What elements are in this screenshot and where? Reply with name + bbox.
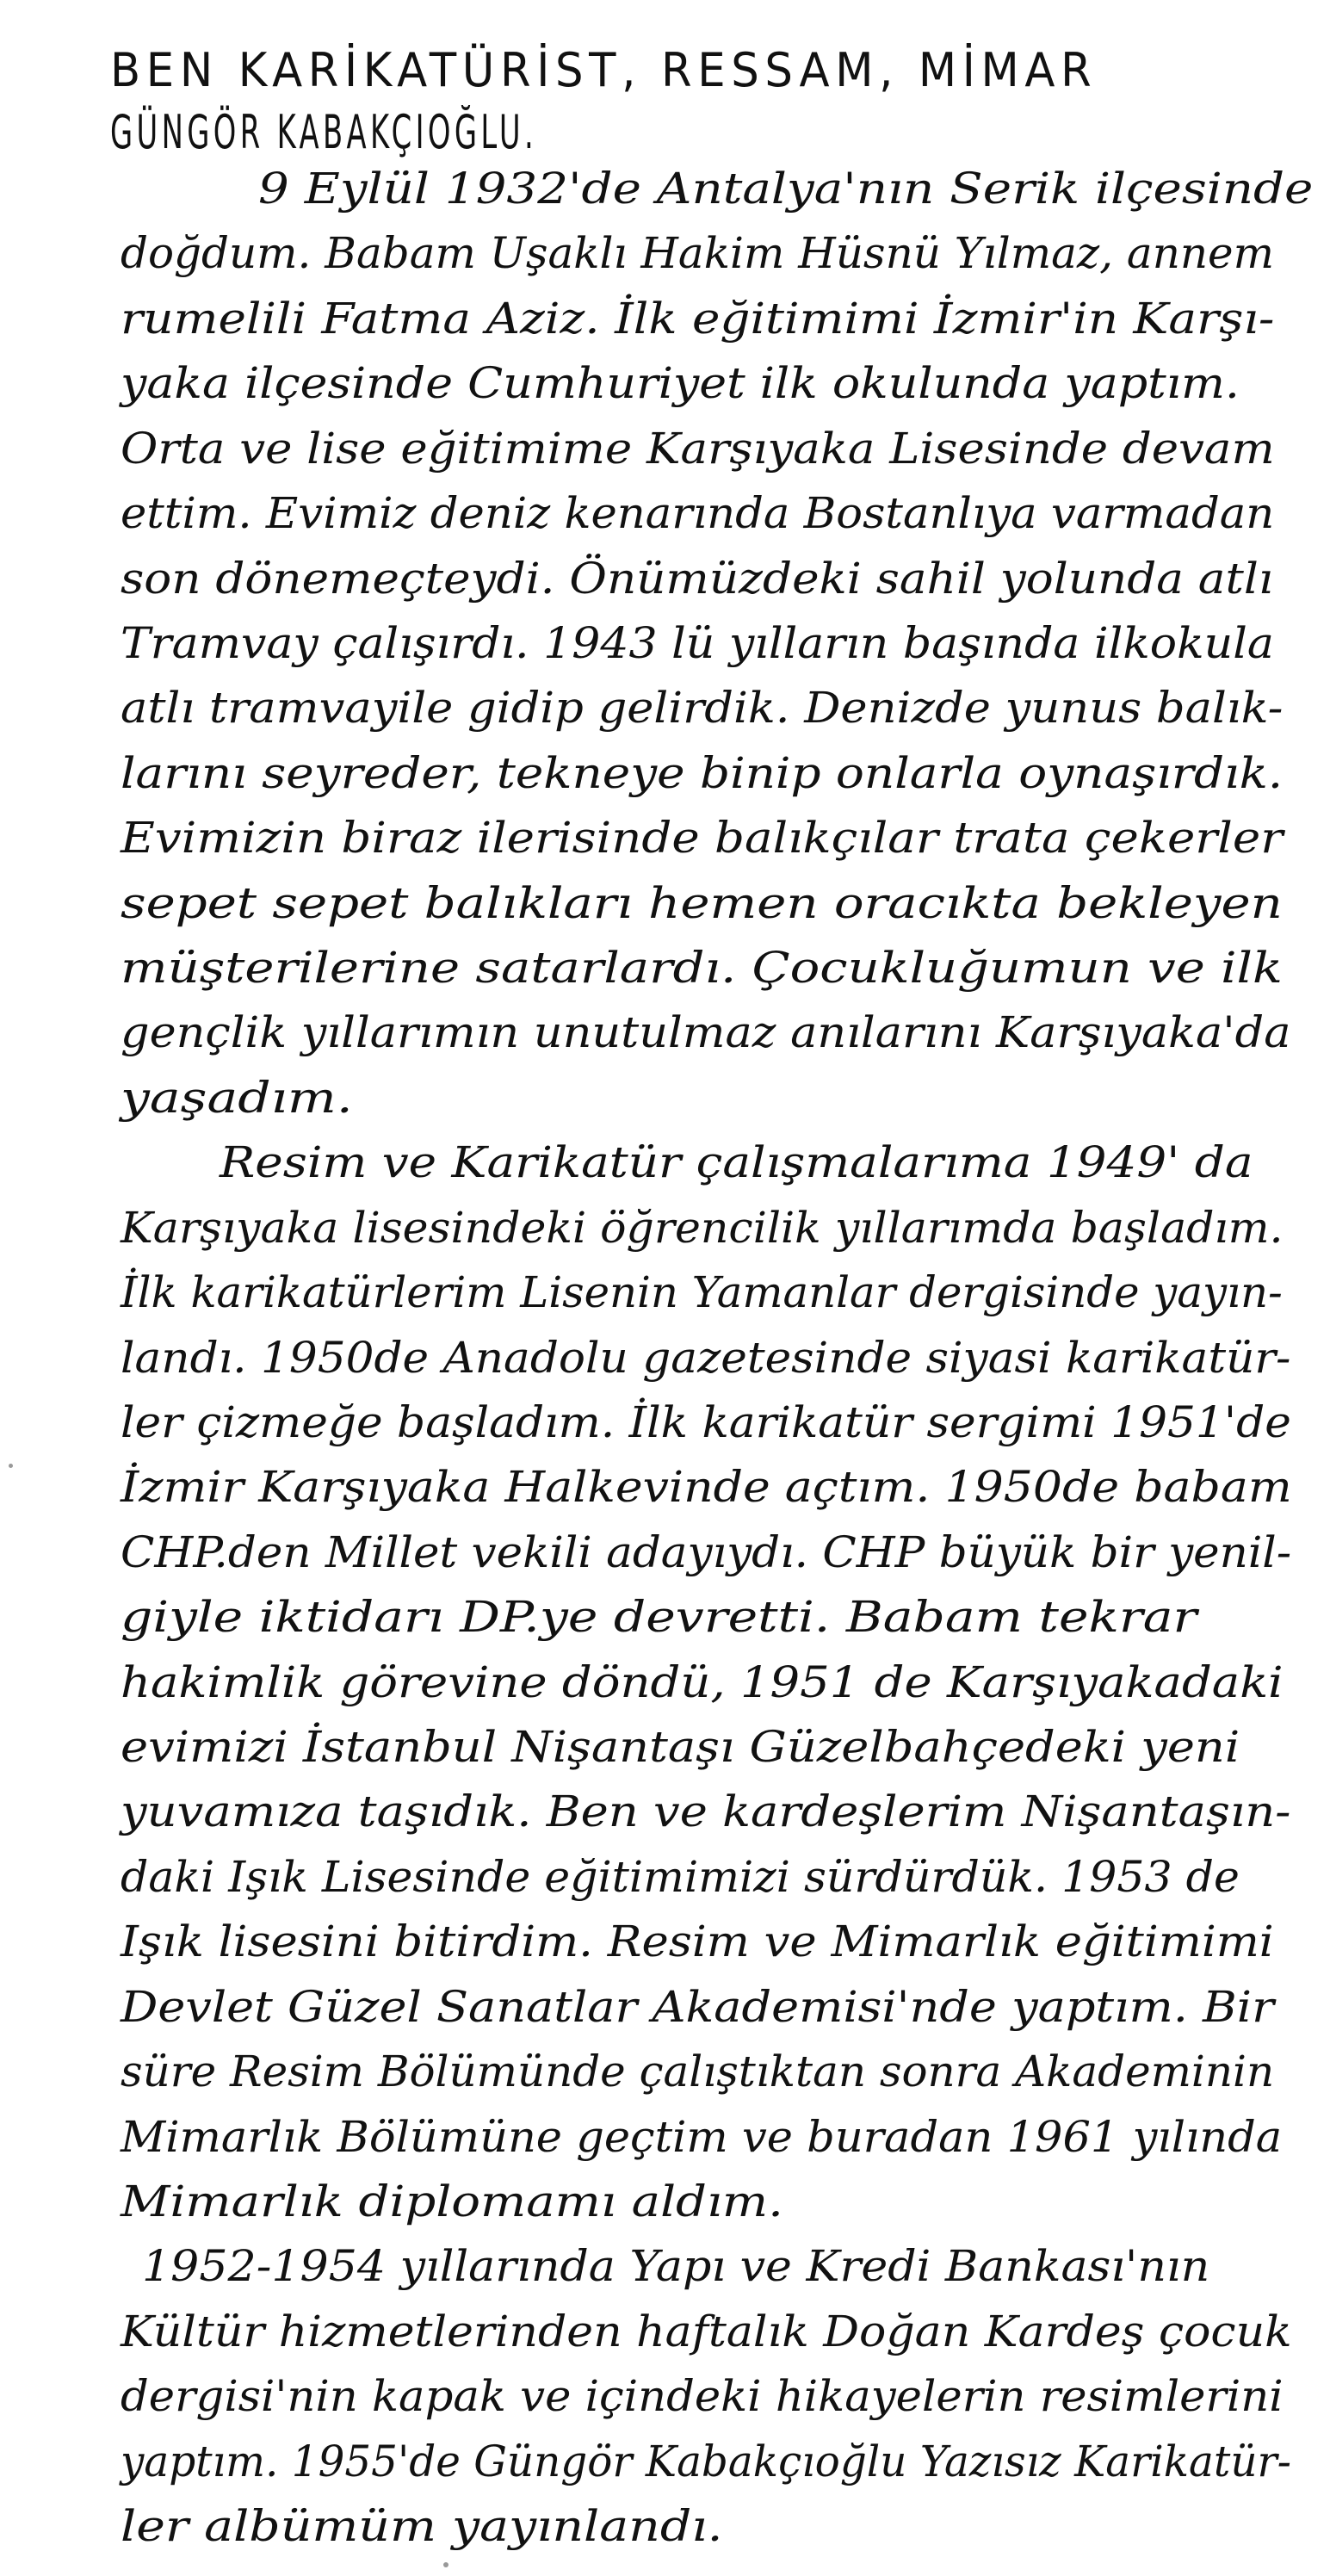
body-line: Tramvay çalışırdı. 1943 lü yılların başında ilkokula (121, 618, 1274, 668)
body-line: daki Işık Lisesinde eğitimimizi sürdürdük. 1953 de (121, 1852, 1240, 1902)
body-line: gençlik yıllarımın unutulmaz anılarını Karşıyaka'da (121, 1007, 1291, 1057)
body-line: Kültür hizmetlerinden haftalık Doğan Kardeş çocuk (121, 2307, 1292, 2356)
body-line: atlı tramvayile gidip gelirdik. Denizde yunus balık- (121, 683, 1284, 733)
body-line: ler albümüm yayınlandı. (121, 2501, 723, 2551)
body-line: Resim ve Karikatür çalışmalarıma 1949' da (220, 1137, 1253, 1187)
body-line: İzmir Karşıyaka Halkevinde açtım. 1950de babam (121, 1462, 1292, 1512)
body-line: Mimarlık Bölümüne geçtim ve buradan 1961 yılında (121, 2112, 1283, 2162)
body-line: süre Resim Bölümünde çalıştıktan sonra Akademinin (121, 2047, 1275, 2096)
body-line: Karşıyaka lisesindeki öğrencilik yıllarımda başladım. (121, 1203, 1284, 1253)
body-line: giyle iktidarı DP.ye devretti. Babam tekrar (121, 1592, 1197, 1642)
body-line: yaptım. 1955'de Güngör Kabakçıoğlu Yazısız Karikatür- (121, 2437, 1292, 2486)
body-line: doğdum. Babam Uşaklı Hakim Hüsnü Yılmaz, annem (121, 228, 1274, 278)
body-line: müşterilerine satarlardı. Çocukluğumun ve ilk (121, 943, 1283, 993)
body-line: 1952-1954 yıllarında Yapı ve Kredi Bankası'nın (142, 2241, 1210, 2291)
stray-dot (9, 1464, 13, 1468)
body-line: İlk karikatürlerim Lisenin Yamanlar dergisinde yayın- (121, 1267, 1283, 1317)
body-line: son dönemeçteydi. Önümüzdeki sahil yolunda atlı (121, 554, 1273, 604)
body-line: evimizi İstanbul Nişantaşı Güzelbahçedeki yeni (121, 1722, 1240, 1772)
body-line: Devlet Güzel Sanatlar Akademisi'nde yaptım. Bir (121, 1982, 1274, 2032)
body-line: Mimarlık diplomamı aldım. (121, 2177, 783, 2226)
body-line: Evimizin biraz ilerisinde balıkçılar trata çekerler (121, 813, 1284, 863)
body-line: rumelili Fatma Aziz. İlk eğitimimi İzmir'in Karşı- (121, 294, 1275, 344)
body-line: larını seyreder, tekneye binip onlarla oynaşırdık. (121, 748, 1284, 798)
body-line: yaka ilçesinde Cumhuriyet ilk okulunda yaptım. (121, 358, 1240, 408)
body-line: Işık lisesini bitirdim. Resim ve Mimarlık eğitimimi (121, 1917, 1274, 1966)
body-line: Orta ve lise eğitimime Karşıyaka Lisesinde devam (121, 424, 1275, 474)
page-title-line-1: BEN KARİKATÜRİST, RESSAM, MİMAR (110, 43, 1098, 97)
body-line: yaşadım. (121, 1073, 353, 1123)
stray-dot (443, 2562, 448, 2567)
body-line: CHP.den Millet vekili adayıydı. CHP büyük bir yenil- (121, 1527, 1292, 1577)
body-line: yuvamıza taşıdık. Ben ve kardeşlerim Nişantaşın- (121, 1786, 1291, 1836)
body-line: ettim. Evimiz deniz kenarında Bostanlıya varmadan (121, 488, 1275, 538)
page-title-line-2: GÜNGÖR KABAKÇIOĞLU. (110, 105, 538, 159)
body-line: ler çizmeğe başladım. İlk karikatür sergimi 1951'de (121, 1397, 1291, 1447)
body-line: hakimlik görevine döndü, 1951 de Karşıyakadaki (121, 1657, 1284, 1707)
body-line: dergisi'nin kapak ve içindeki hikayelerin resimlerini (121, 2371, 1284, 2421)
body-line: 9 Eylül 1932'de Antalya'nın Serik ilçesinde (258, 164, 1314, 214)
body-line: sepet sepet balıkları hemen oracıkta bekleyen (121, 878, 1283, 928)
body-line: landı. 1950de Anadolu gazetesinde siyasi karikatür- (121, 1333, 1291, 1383)
